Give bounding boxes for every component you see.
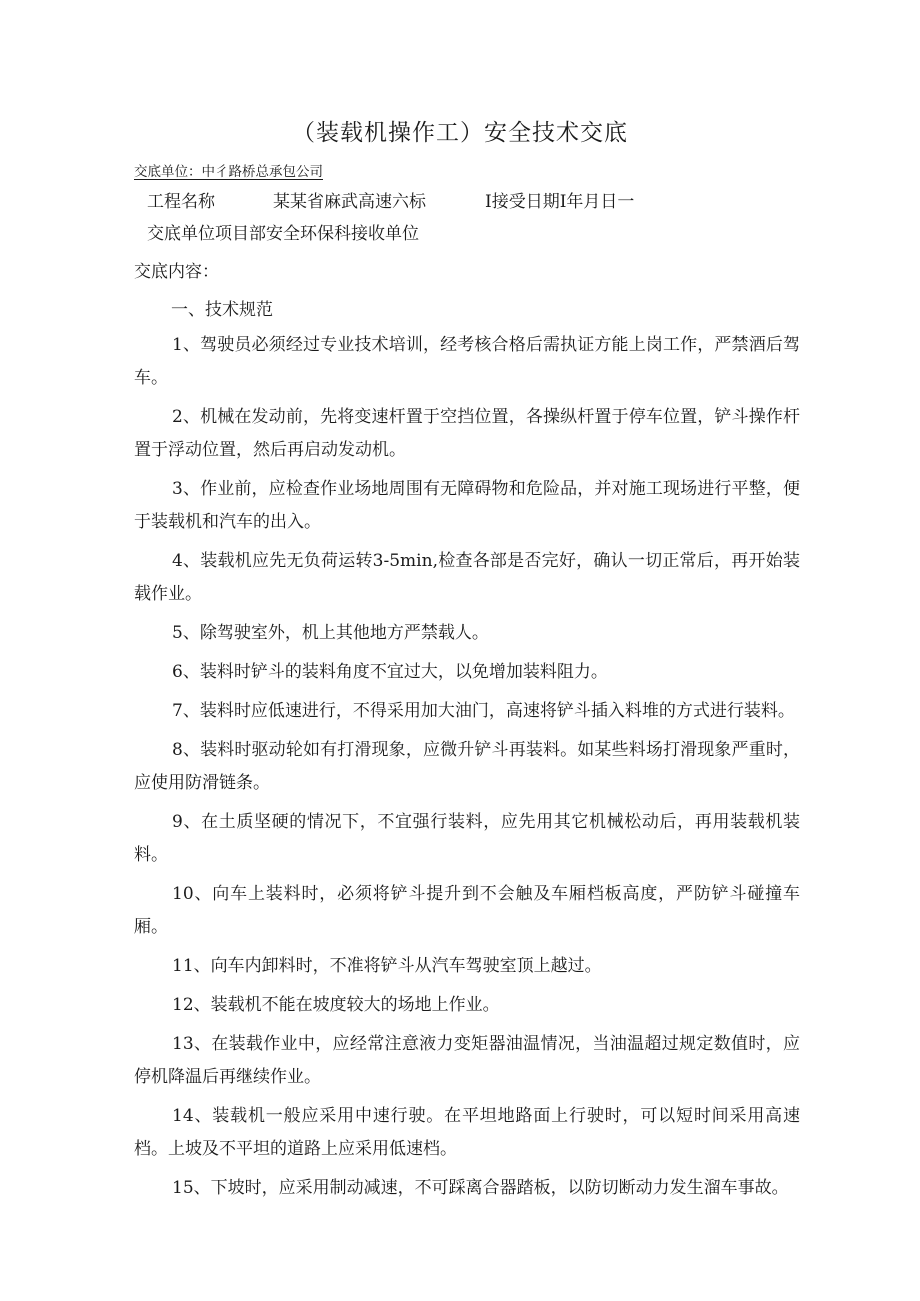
list-item: 6、装料时铲斗的装料角度不宜过大，以免增加装料阻力。 xyxy=(172,662,608,682)
list-item: 7、装料时应低速进行，不得采用加大油门，高速将铲斗插入料堆的方式进行装料。 xyxy=(172,701,795,721)
issuing-unit-line: 交底单位：中彳路桥总承包公司 xyxy=(134,164,323,180)
list-item: 12、装载机不能在坡度较大的场地上作业。 xyxy=(172,995,500,1015)
list-item: 13、在装载作业中，应经常注意液力变矩器油温情况，当油温超过规定数值时，应停机降温后再继续作业。 xyxy=(134,1034,800,1087)
list-item: 15、下坡时，应采用制动减速，不可踩离合器踏板，以防切断动力发生溜车事故。 xyxy=(172,1178,789,1198)
info-row-units: 交底单位项目部安全环保科接收单位 xyxy=(147,224,419,244)
items-list xyxy=(134,329,800,1211)
list-item: 1、驾驶员必须经过专业技术培训，经考核合格后需执证方能上岗工作，严禁酒后驾车。 xyxy=(134,335,800,388)
list-item: 3、作业前，应检查作业场地周围有无障碍物和危险品，并对施工现场进行平整，便于装载机和汽车的出入。 xyxy=(134,479,800,532)
content-label: 交底内容： xyxy=(134,262,219,282)
list-item: 5、除驾驶室外，机上其他地方严禁载人。 xyxy=(172,623,489,643)
list-item: 9、在土质坚硬的情况下，不宜强行装料，应先用其它机械松动后，再用装载机装料。 xyxy=(134,812,800,865)
list-item: 4、装载机应先无负荷运转3-5min,检查各部是否完好，确认一切正常后，再开始装载作业。 xyxy=(134,551,800,604)
list-item: 11、向车内卸料时，不准将铲斗从汽车驾驶室顶上越过。 xyxy=(172,956,602,976)
project-label: 工程名称 xyxy=(147,192,215,212)
list-item: 14、装载机一般应采用中速行驶。在平坦地路面上行驶时，可以短时间采用高速档。上坡及不平坦的道路上应采用低速档。 xyxy=(134,1106,800,1159)
section-heading: 一、技术规范 xyxy=(171,300,273,320)
project-name: 某某省麻武高速六标 xyxy=(273,192,426,212)
list-item: 10、向车上装料时，必须将铲斗提升到不会触及车厢档板高度，严防铲斗碰撞车厢。 xyxy=(134,884,800,937)
info-row-project xyxy=(147,187,634,212)
receive-date: I接受日期I年月日一 xyxy=(485,192,635,212)
list-item: 2、机械在发动前，先将变速杆置于空挡位置，各操纵杆置于停车位置，铲斗操作杆置于浮动位置，然后再启动发动机。 xyxy=(134,407,800,460)
list-item: 8、装料时驱动轮如有打滑现象，应微升铲斗再装料。如某些料场打滑现象严重时，应使用防滑链条。 xyxy=(134,740,800,793)
document-title: （装载机操作工）安全技术交底 xyxy=(292,120,628,146)
